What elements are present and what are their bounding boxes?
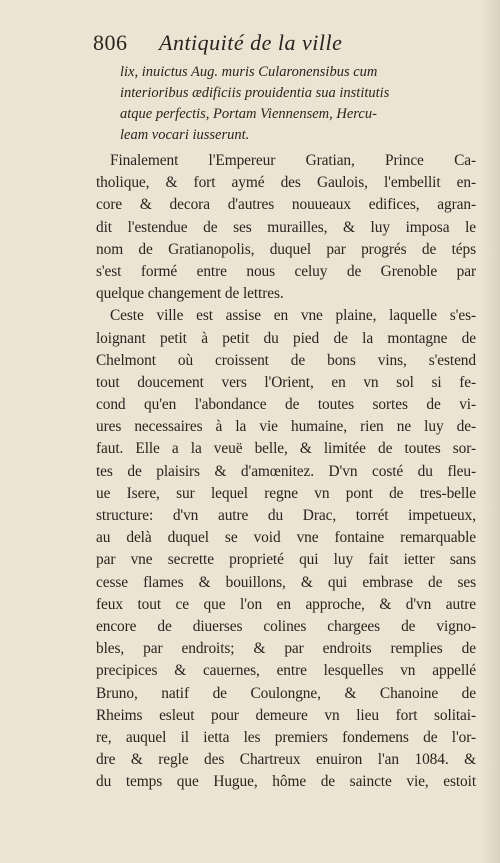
latin-quotation [120,62,480,146]
text-line: feux tout ce que l'on en approche, & d'vn autre [96,595,476,613]
text-line: encore de diuerses colines chargees de vigno- [96,617,476,635]
text-line: quelque changement de lettres. [96,285,284,303]
text-line: Finalement l'Empereur Gratian, Prince Ca- [110,152,476,169]
text-line: core & decora d'autres nouueaux edifices, agran- [96,196,476,214]
latin-line: lix, inuictus Aug. muris Cularonensibus cum [120,64,378,80]
text-line: ures necessaires à la vie humaine, rien ne luy de- [96,418,476,436]
text-line: structure: d'vn autre du Drac, torrét impetueux, [96,507,476,524]
text-line: ue Isere, sur lequel regne vn pont de tres-belle [96,484,476,502]
text-line: du temps que Hugue, hôme de saincte vie, estoit [96,773,476,791]
text-line: re, auquel il ietta les premiers fondemens de l'or- [96,728,476,746]
text-line: Bruno, natif de Coulongne, & Chanoine de [96,684,476,702]
text-line: Rheims esleut pour demeure vn lieu fort solitai- [96,706,476,724]
text-line: precipices & cauernes, entre lesquelles vn appellé [96,662,476,680]
page-number: 806 [93,30,128,55]
latin-line: atque perfectis, Portam Viennensem, Hercu- [120,106,377,122]
text-line: dre & regle des Chartreux enuiron l'an 1084. & [96,751,476,769]
text-line: au delà duquel se void vne fontaine remarquable [96,529,476,547]
text-line: tholique, & fort aymé des Gaulois, l'embellit en- [96,174,476,192]
running-title: Antiquité de la ville [159,30,343,55]
text-line: cesse flames & bouillons, & qui embrase de ses [96,573,476,591]
text-line: cond qu'en l'abondance de toutes sortes de vi- [96,396,476,414]
page-gutter-shadow [482,0,500,863]
text-line: s'est formé entre nous celuy de Grenoble par [96,262,476,280]
text-line: Ceste ville est assise en vne plaine, laquelle s'es- [110,307,476,325]
latin-line: leam vocari iusserunt. [120,127,250,143]
latin-line: interioribus ædificiis prouidentia sua institutis [120,85,390,101]
text-line: bles, par endroits; & par endroits remplies de [96,640,476,658]
text-line: nom de Gratianopolis, duquel par progrés de téps [96,240,476,258]
text-line: tes de plaisirs & d'amœnitez. D'vn costé du fleu- [96,462,476,480]
text-line: dit l'estendue de ses murailles, & luy imposa le [96,218,476,236]
text-line: par vne secrette proprieté qui luy fait ietter sans [96,551,476,569]
body-text [96,150,476,793]
text-line: loignant petit à petit du pied de la montagne de [96,329,476,347]
text-line: tout doucement vers l'Orient, en vn sol si fe- [96,373,476,391]
text-line: Chelmont où croissent de bons vins, s'estend [96,351,476,369]
text-line: faut. Elle a la veuë belle, & limitée de toutes sor- [96,440,476,458]
page-header [93,30,473,64]
